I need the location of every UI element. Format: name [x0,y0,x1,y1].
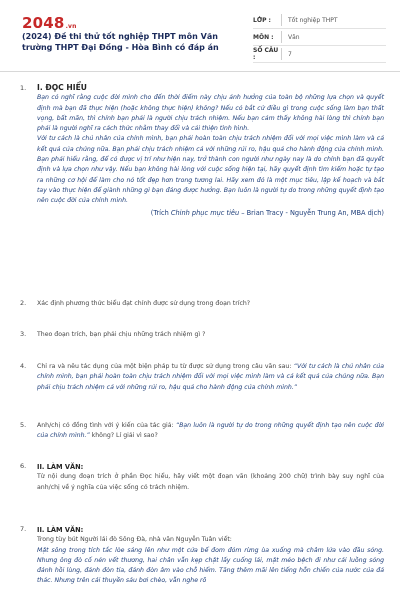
meta-value: Tốt nghiệp THPT [288,16,338,24]
passage-paragraph: Bạn có nghĩ rằng cuộc đời mình cho đến thời điểm này chịu ảnh hưởng của toàn bộ những lựa chọn và quyết định mà bạn đã thực hiện (hoặc không thực hiện) không? Nếu có bắt cứ điều gì trong cuộc sống làm bạn thất vọng, bất mãn, thì chính bạn phải là người chịu trách nhiệm. Nếu bạn cảm thấy không hài lòng thì chính bạn phải là người nghĩ ra cách thức nhằm thay đổi và cải thiện tình hình. [37,94,384,133]
meta-divider [281,14,282,26]
site-logo[interactable] [22,14,77,32]
meta-label: LỚP : [253,16,271,24]
page-title: (2024) Đề thi thử tốt nghiệp THPT môn Văn trường THPT Đại Đồng - Hòa Bình có đáp án [22,32,219,52]
passage-citation [37,208,384,218]
question-text: Xác định phương thức biểu đạt chính được sử dụng trong đoạn trích? [37,300,251,307]
question-text: Từ nội dung đoạn trích ở phần Đọc hiểu, hãy viết một đoạn văn (khoảng 200 chữ) trình bày suy nghĩ của anh/chị về ý nghĩa của việc sống có trách nhiệm. [37,473,384,491]
essay-passage: Mặt sông trong tích tắc lòe sáng lên như một cửa bể đom đóm rừng ùa xuống mà châm lửa vào đầu sóng. Nhưng ông đò cố nén vết thương, hai chân vẫn kẹp chặt lấy cuống lái, mặt méo bệch đi như cái luồng sóng đánh hồi lùng, đánh đòn tỉa, đánh đòn âm vào chỗ hiểm. Tăng thêm mãi lên tiếng hỗn chiến của nước của đá thác. Nhưng trên cái thuyền sáu bơi chèo, vẫn nghe rõ [37,546,384,585]
meta-row-count [253,46,386,63]
citation-prefix: (Trích [150,208,171,217]
question-text [37,362,384,393]
question-number: 6. [20,462,27,470]
question-text: Theo đoạn trích, bạn phải chịu những trách nhiệm gì ? [37,331,206,338]
question-quote: “Bạn luôn là người tự do trong những quyết định tạo nên cuộc đời của chính mình.” [37,422,384,440]
question-body [37,462,384,493]
question-prompt: Chỉ ra và nêu tác dụng của một biện pháp tu từ được sử dụng trong câu văn sau: [37,363,294,370]
question-number: 2. [20,299,27,307]
question-number: 4. [20,362,27,370]
meta-label: MÔN : [253,33,274,41]
section-heading: II. LÀM VĂN: [37,526,84,534]
meta-divider [281,48,282,60]
question-number: 5. [20,421,27,429]
question-prompt: Anh/chị có đồng tình với ý kiến của tác giả: [37,422,176,429]
question-body [37,83,384,218]
reading-passage [37,93,384,206]
section-heading: I. ĐỌC HIỂU [37,83,87,92]
logo-text: 2048 [22,14,65,32]
question-body [37,525,384,587]
question-number: 7. [20,525,27,533]
meta-row-class [253,12,386,29]
citation-author: – Brian Tracy - Nguyễn Trung An, MBA dịch) [239,208,384,217]
meta-value: Văn [288,33,300,41]
question-text [37,421,384,442]
passage-paragraph: Với tư cách là chủ nhân của chính mình, bạn phải hoàn toàn chịu trách nhiệm đối với mọi việc mình làm và cả kết quả của chúng nữa. Bạn phải chịu trách nhiệm cả với những rủi ro, hậu quả cho hành động của chính mình. Bạn phải hiểu rằng, để có được vị trí như hiện nay, trở thành con người như ngày nay là do chính bạn đã quyết định và lựa chọn như vậy. Nếu bạn không hài lòng với cuộc sống hiện tại, hãy quyết định tìm kiếm hoặc tự tạo ra những cơ hội để làm cho nó tốt đẹp hơn trong tương lai. Hãy xem đó là một mục tiêu, lập kế hoạch và bắt tay vào thực hiện để giành những gì bạn đáng được hưởng. Bạn luôn là người tự do trong những quyết định tạo nên cuộc đời của chính mình. [37,135,384,205]
question-quote: “Với tư cách là chủ nhân của chính mình, bạn phải hoàn toàn chịu trách nhiệm đối với mọi việc mình làm và cả kết quả của chúng nữa. Bạn phải chịu trách nhiệm cả với những rủi ro, hậu quả cho hành động của chính mình.” [37,363,384,391]
question-number: 3. [20,330,27,338]
meta-divider [281,31,282,43]
meta-row-subject [253,29,386,46]
section-heading: II. LÀM VĂN: [37,463,84,471]
question-number: 1. [20,84,27,92]
question-prompt-end: không? Lí giải vì sao? [89,432,158,440]
logo-suffix: .vn [65,23,77,30]
question-text: Trong tùy bút Người lái đò Sông Đà, nhà văn Nguyễn Tuân viết: [37,536,232,544]
meta-label: SỐ CÂU : [253,47,279,61]
citation-book: Chinh phục mục tiêu [170,208,240,217]
page-header [0,0,400,72]
exam-meta [253,12,386,63]
meta-value: 7 [288,50,292,58]
